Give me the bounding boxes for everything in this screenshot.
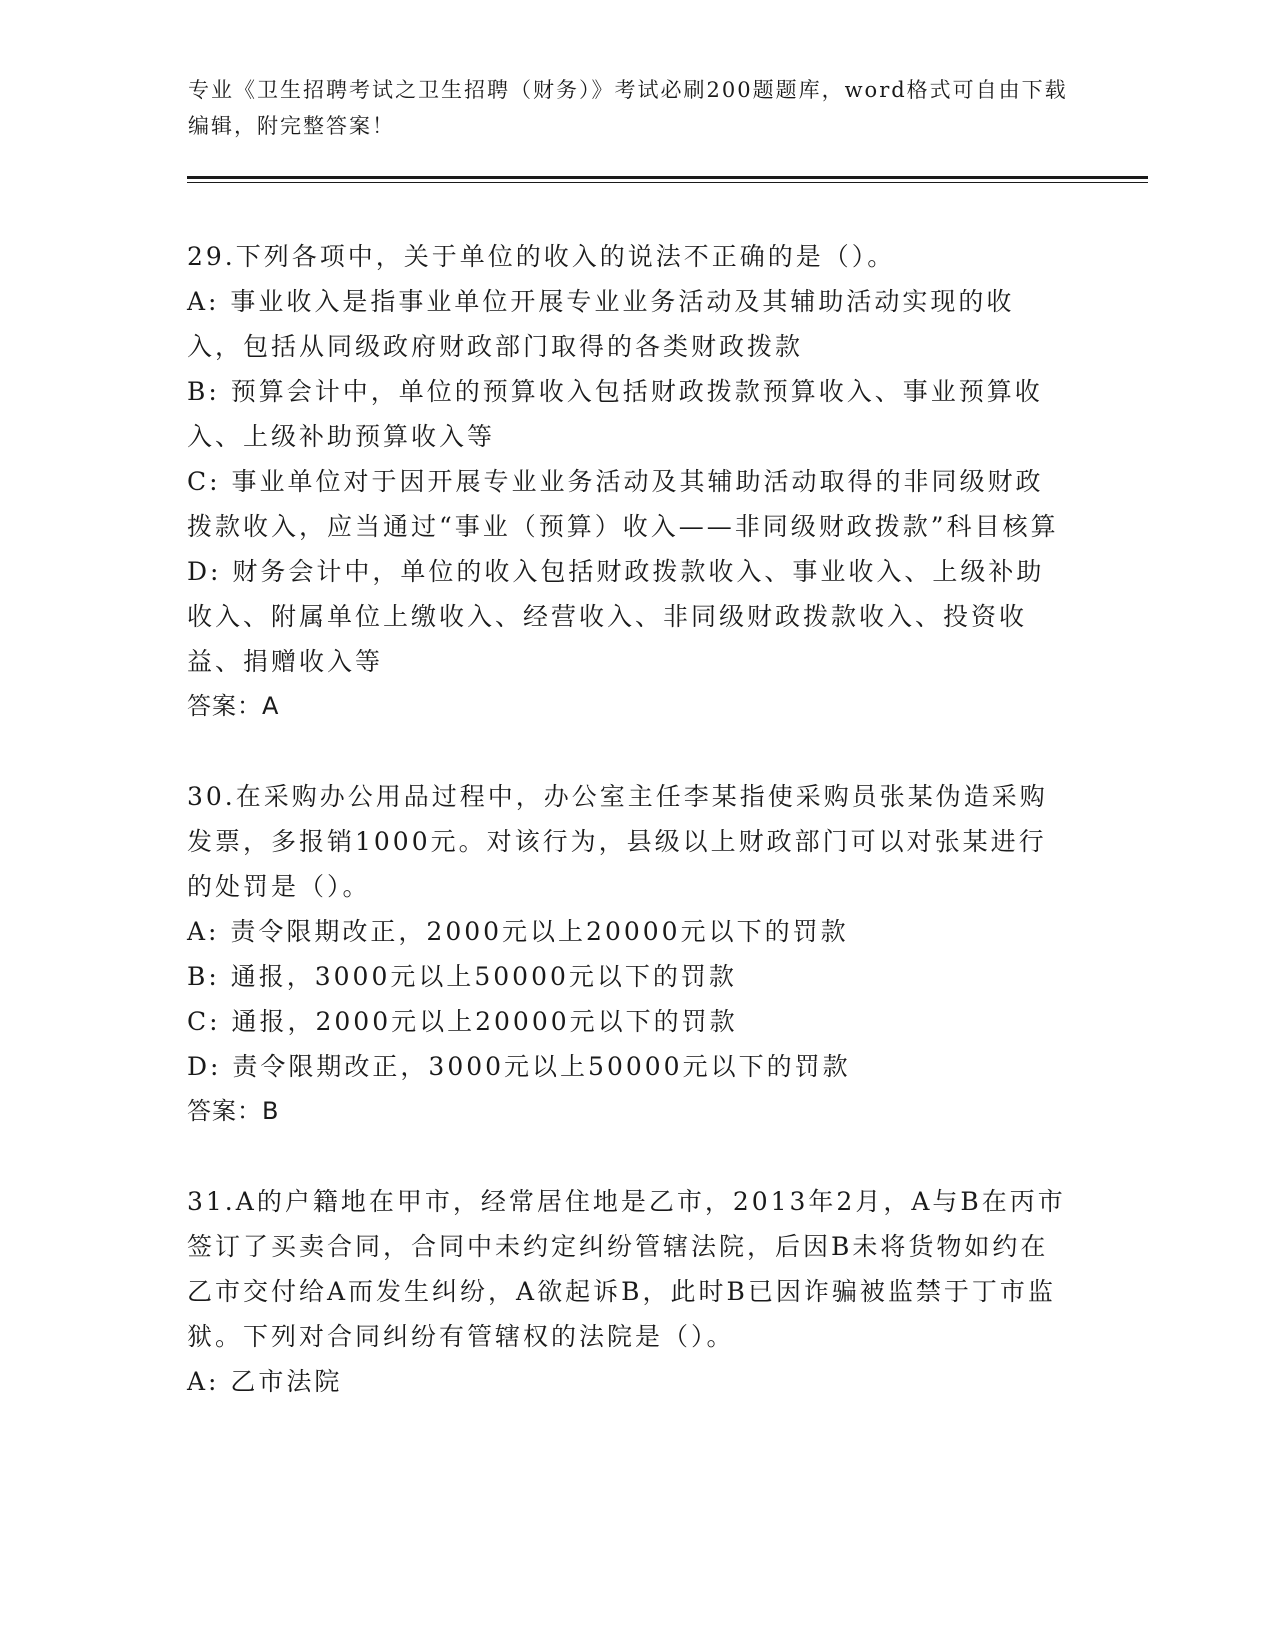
question-stem: 31.A的户籍地在甲市，经常居住地是乙市，2013年2月，A与B在丙市签订了买卖合同，合同中未约定纠纷管辖法院，后因B未将货物如约在乙市交付给A而发生纠纷，A欲起诉B，此时B已因诈骗被监禁于丁市监狱。下列对合同纠纷有管辖权的法院是（）。	[187, 1187, 1066, 1351]
answer-label: 答案：B	[187, 1097, 280, 1125]
question-stem: 30.在采购办公用品过程中，办公室主任李某指使采购员张某伪造采购发票，多报销1000元。对该行为，县级以上财政部门可以对张某进行的处罚是（）。	[187, 782, 1048, 901]
document-header: 专业《卫生招聘考试之卫生招聘（财务）》考试必刷200题题库，word格式可自由下载编辑，附完整答案！	[188, 78, 1068, 138]
question-30	[187, 774, 1067, 1134]
header-rule-thick	[187, 176, 1148, 179]
header-rule-thin	[187, 182, 1148, 183]
answer-label: 答案：A	[187, 692, 280, 720]
question-stem: 29.下列各项中，关于单位的收入的说法不正确的是（）。	[187, 242, 896, 271]
question-31	[187, 1179, 1067, 1404]
option-a: A: 责令限期改正，2000元以上20000元以下的罚款	[187, 917, 849, 946]
option-a: A: 乙市法院	[187, 1367, 343, 1396]
option-c: C: 事业单位对于因开展专业业务活动及其辅助活动取得的非同级财政拨款收入，应当通过“事业（预算）收入——非同级财政拨款”科目核算	[187, 467, 1059, 541]
option-d: D: 责令限期改正，3000元以上50000元以下的罚款	[187, 1052, 851, 1081]
option-a: A: 事业收入是指事业单位开展专业业务活动及其辅助活动实现的收入，包括从同级政府财政部门取得的各类财政拨款	[187, 287, 1015, 361]
option-b: B: 通报，3000元以上50000元以下的罚款	[187, 962, 737, 991]
option-b: B: 预算会计中，单位的预算收入包括财政拨款预算收入、事业预算收入、上级补助预算收入等	[187, 377, 1043, 451]
option-c: C: 通报，2000元以上20000元以下的罚款	[187, 1007, 738, 1036]
question-29	[187, 234, 1067, 729]
option-d: D: 财务会计中，单位的收入包括财政拨款收入、事业收入、上级补助收入、附属单位上缴收入、经营收入、非同级财政拨款收入、投资收益、捐赠收入等	[187, 557, 1045, 676]
question-list	[187, 234, 1067, 1449]
